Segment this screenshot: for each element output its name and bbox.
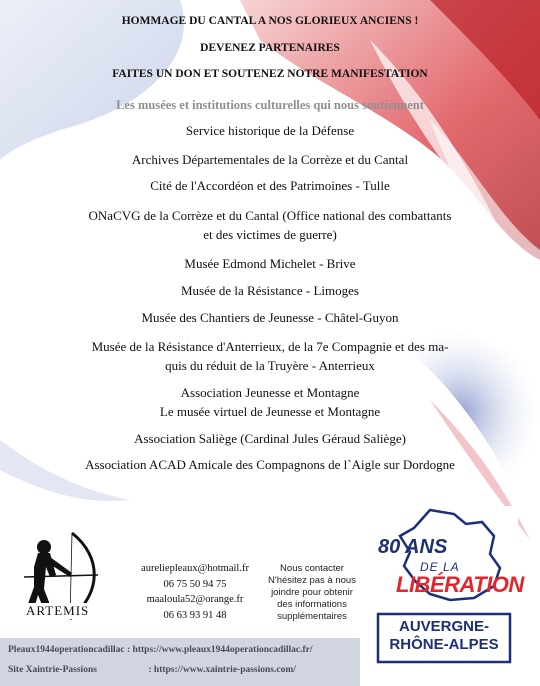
badge-80-ans: 80 ANS — [378, 536, 448, 558]
contact-note-line: N'hésitez pas à nous — [268, 575, 356, 586]
phone-1: 06 75 50 94 75 — [163, 578, 227, 590]
phone-2: 06 63 93 91 48 — [163, 609, 227, 621]
footer-label: Pleaux1944operationcadillac : — [8, 645, 131, 655]
supporter-item: Association ACAD Amicale des Compagnons de l`Aigle sur Dordogne — [85, 457, 455, 472]
badge-de-la: DE LA — [420, 560, 460, 574]
contact-note-line: supplémentaires — [277, 611, 347, 622]
supporter-item: Le musée virtuel de Jeunesse et Montagne — [159, 404, 381, 419]
footer-link[interactable]: https://www.pleaux1944operationcadillac.fr/ — [132, 645, 313, 655]
supporter-item: Archives Départementales de la Corrèze et du Cantal — [131, 152, 409, 167]
supporter-item: Service historique de la Défense — [185, 123, 355, 138]
email-2[interactable]: maaloula52@orange.fr — [146, 594, 244, 605]
footer-row — [8, 645, 313, 655]
supporter-item: Association Jeunesse et Montagne — [180, 385, 360, 400]
supporter-item: Musée des Chantiers de Jeunesse - Châtel-Guyon — [141, 310, 399, 325]
header-line-3: FAITES UN DON ET SOUTENEZ NOTRE MANIFESTATION — [112, 68, 428, 80]
supporter-item: ONaCVG de la Corrèze et du Cantal (Office national des combattants — [88, 208, 452, 223]
supporter-item: Cité de l'Accordéon et des Patrimoines - Tulle — [150, 178, 390, 193]
artemis-logo — [10, 527, 105, 627]
footer-label: Site Xaintrie-Passions — [8, 665, 97, 675]
footer-links — [0, 638, 360, 686]
liberation-80-badge — [370, 506, 524, 668]
badge-region-1: AUVERGNE- — [398, 618, 489, 635]
badge-region-2: RHÔNE-ALPES — [389, 636, 499, 653]
supporter-item: quis du réduit de la Truyère - Anterrieux — [165, 358, 375, 373]
header-line-2: DEVENEZ PARTENAIRES — [200, 42, 340, 54]
supporter-item: et des victimes de guerre) — [203, 227, 337, 242]
supporter-item: Musée de la Résistance - Limoges — [181, 283, 359, 298]
email-1[interactable]: aureliepleaux@hotmail.fr — [141, 563, 249, 574]
footer-row — [8, 665, 296, 675]
contact-note-line: des informations — [277, 599, 347, 610]
header-line-1: HOMMAGE DU CANTAL A NOS GLORIEUX ANCIENS ! — [121, 15, 419, 27]
supporters-subtitle: Les musées et institutions culturelles qui nous soutiennent — [116, 98, 424, 112]
contact-note — [262, 563, 362, 623]
contact-note-line: joindre pour obtenir — [271, 587, 353, 598]
supporter-item: Association Saliège (Cardinal Jules Géraud Saliège) — [134, 431, 406, 446]
badge-liberation: LIBÉRATION — [396, 572, 524, 597]
contact-block — [140, 561, 250, 623]
contact-note-line: Nous contacter — [280, 563, 344, 574]
supporter-item: Musée de la Résistance d'Anterrieux, de la 7e Compagnie et des ma- — [91, 339, 449, 354]
footer-link[interactable]: : https://www.xaintrie-passions.com/ — [148, 665, 296, 675]
supporter-item: Musée Edmond Michelet - Brive — [184, 256, 356, 271]
artemis-text: ARTEMIS — [26, 603, 90, 618]
